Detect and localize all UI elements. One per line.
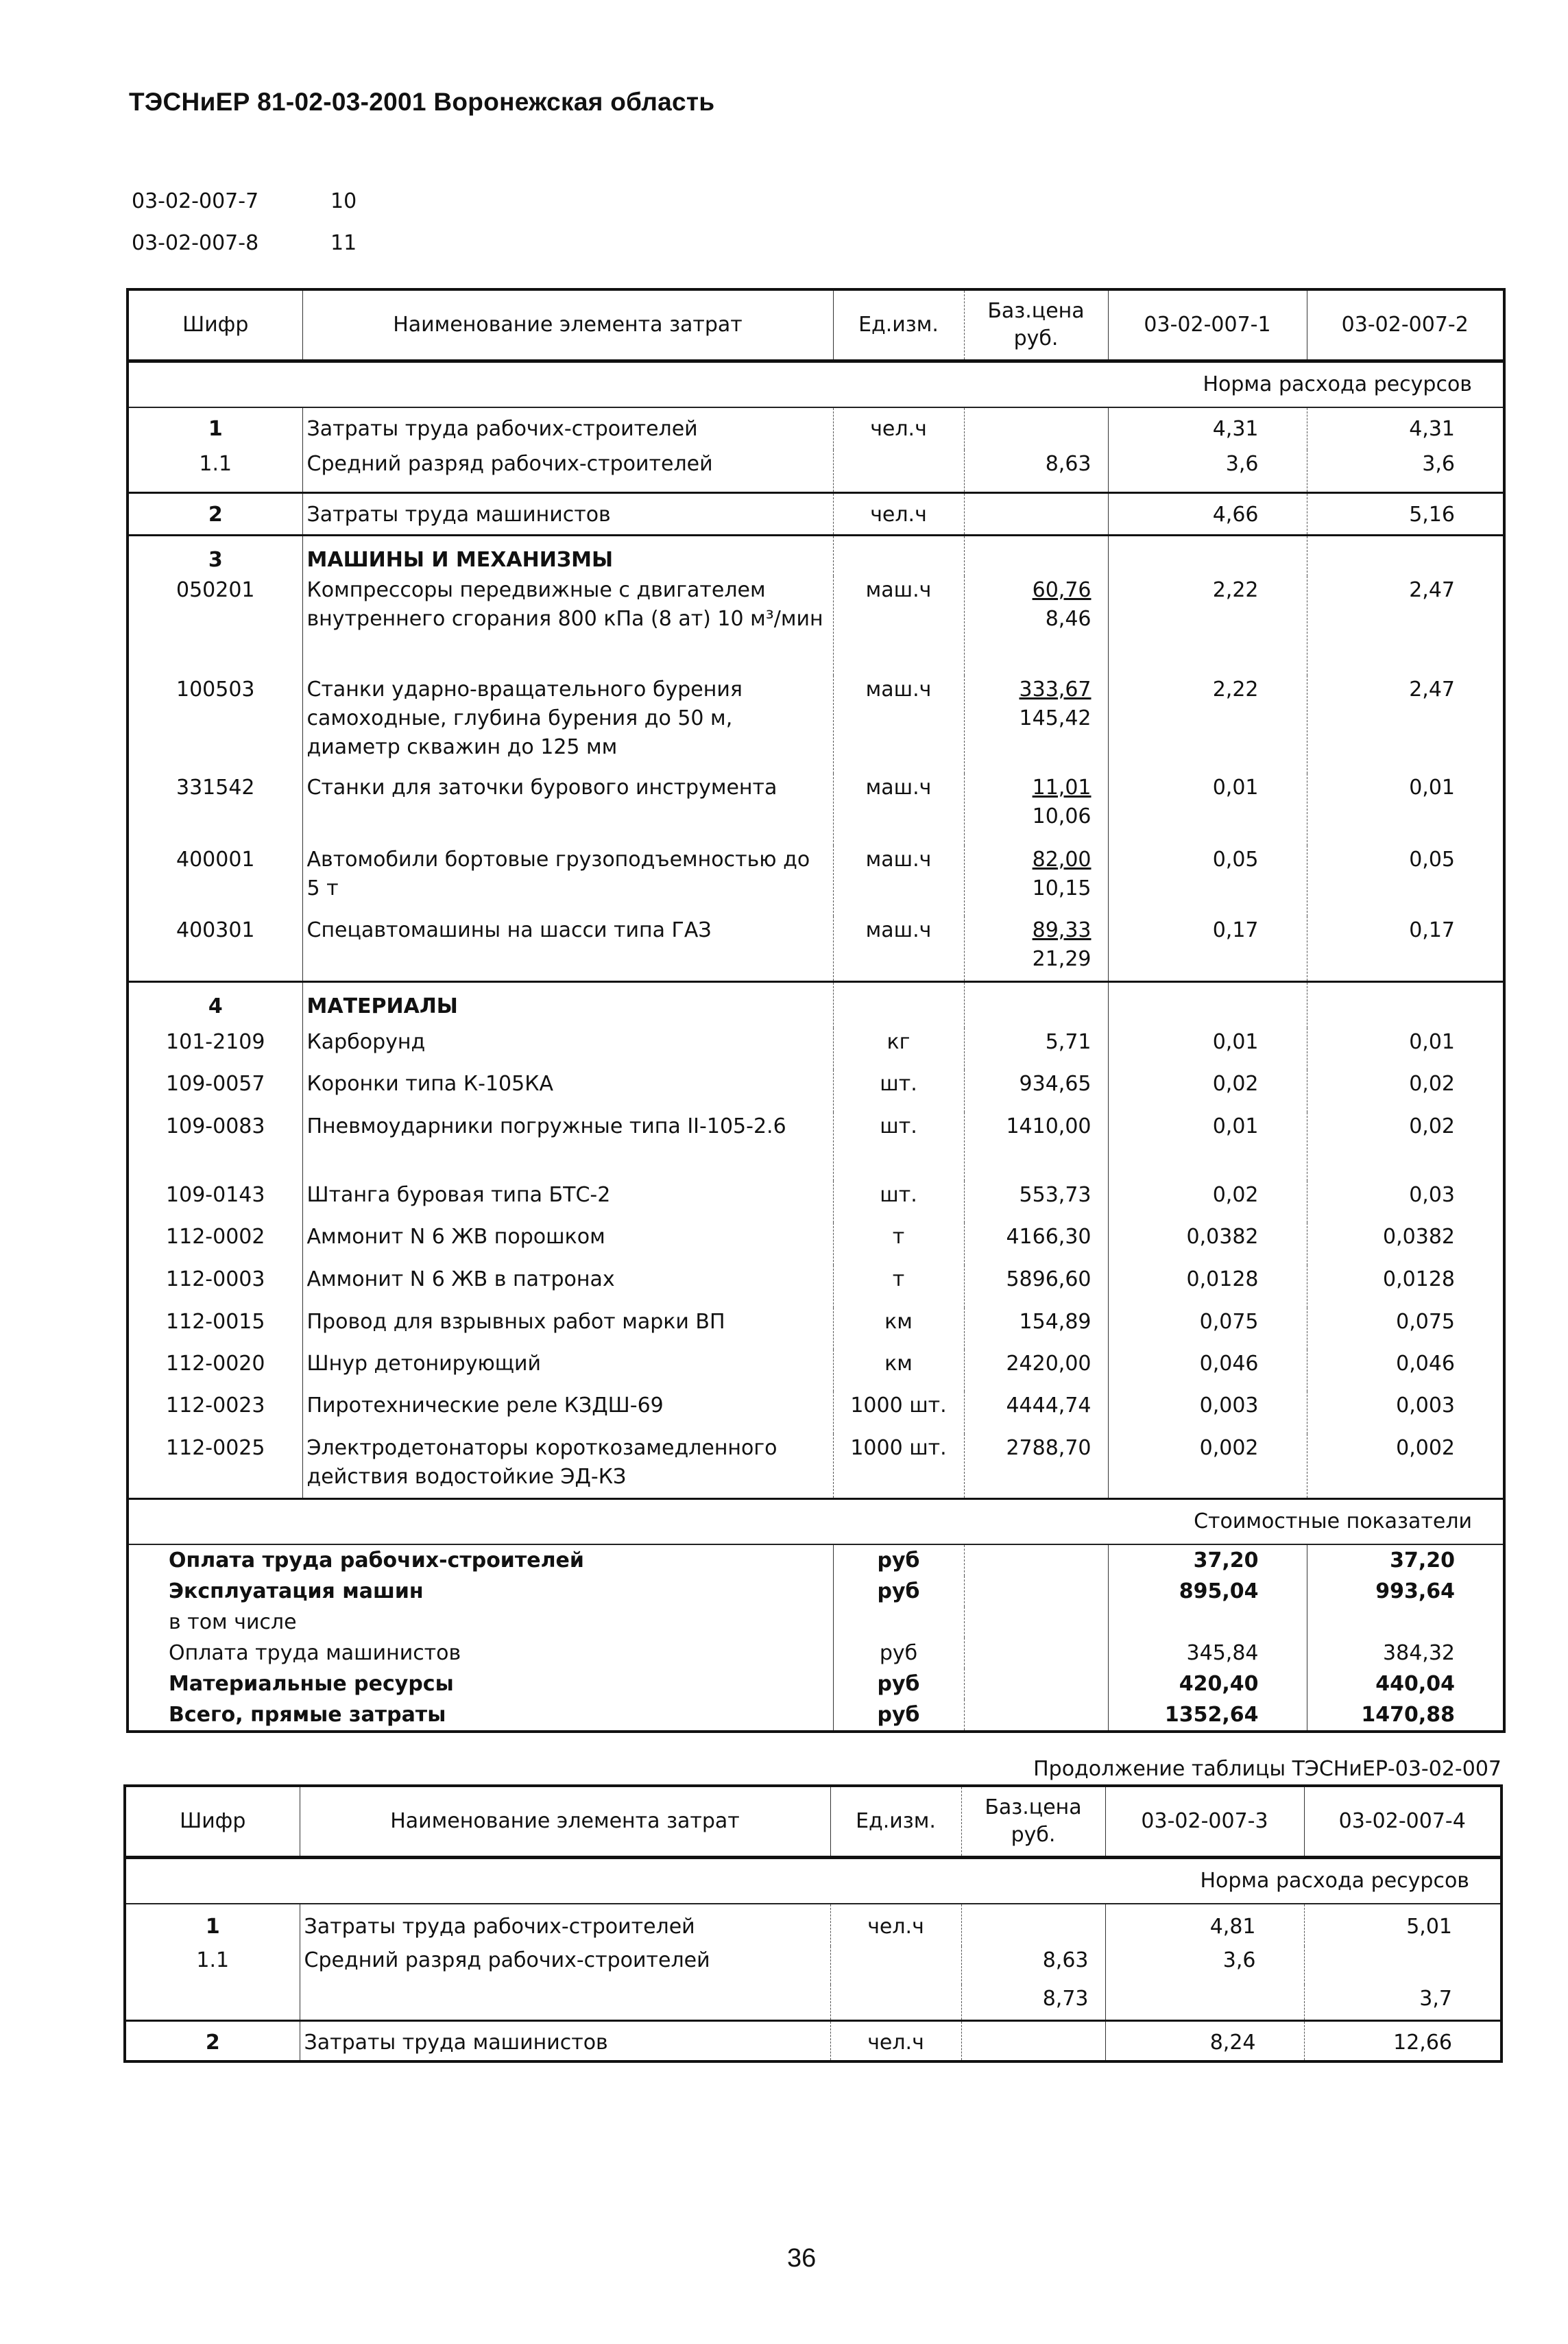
row-value-2: 0,0128	[1307, 1265, 1504, 1308]
row-unit: шт.	[833, 1070, 964, 1112]
cost-label-row	[128, 1498, 1504, 1544]
row-code: 331542	[176, 776, 255, 800]
row-value-2: 0,05	[1307, 846, 1504, 916]
index-number: 11	[330, 231, 357, 255]
table-continuation-caption: Продолжение таблицы ТЭСНиЕР-03-02-007	[1033, 1757, 1501, 1781]
row-unit: чел.ч	[833, 492, 964, 535]
row-price: 5896,60	[964, 1265, 1108, 1308]
row-value-2: 0,0382	[1307, 1223, 1504, 1265]
row-name: Компрессоры передвижные с двигателем внутреннего сгорания 800 кПа (8 ат) 10 м³/мин	[302, 576, 833, 675]
row-unit: чел.ч	[830, 2020, 961, 2061]
index-number: 10	[330, 189, 357, 213]
row-value-1: 0,02	[1108, 1181, 1307, 1223]
row-value-1: 0,002	[1108, 1434, 1307, 1498]
row-name: Затраты труда рабочих-строителей	[300, 1904, 830, 1946]
row-price: 4444,74	[964, 1391, 1108, 1434]
row-unit: маш.ч	[833, 846, 964, 916]
row-value-1: 0,01	[1108, 1112, 1307, 1181]
row-name: Электродетонаторы короткозамедленного действия водостойкие ЭД-КЗ	[302, 1434, 833, 1498]
table-row	[125, 1985, 1501, 2020]
section-number: 3	[128, 535, 302, 576]
norm-label-row	[128, 361, 1504, 408]
document-title: ТЭСНиЕР 81-02-03-2001 Воронежская область	[129, 88, 715, 116]
row-name: Пиротехнические реле КЗДШ-69	[302, 1391, 833, 1434]
row-unit: маш.ч	[833, 916, 964, 981]
row-price: 89,33	[1032, 918, 1091, 942]
row-code: 112-0002	[166, 1225, 265, 1249]
cost-value-1: 420,40	[1108, 1669, 1307, 1699]
section-row-machines	[128, 535, 1504, 576]
header-unit: Ед.изм.	[833, 289, 964, 361]
table-header-row	[128, 289, 1504, 361]
table-row	[128, 407, 1504, 450]
row-value-2: 2,47	[1307, 675, 1504, 774]
table-row	[125, 1946, 1501, 1985]
row-price: 4166,30	[964, 1223, 1108, 1265]
row-value-2: 0,02	[1307, 1112, 1504, 1181]
row-value-2: 0,01	[1307, 1028, 1504, 1070]
row-code: 101-2109	[166, 1030, 265, 1054]
cost-label-text: Оплата труда машинистов	[169, 1640, 461, 1665]
row-code: 2	[128, 492, 302, 535]
row-code: 112-0003	[166, 1267, 265, 1291]
row-price: 2788,70	[964, 1434, 1108, 1498]
cost-label-text: Оплата труда рабочих-строителей	[169, 1548, 584, 1572]
row-value-2: 0,075	[1307, 1308, 1504, 1350]
resource-table-1	[126, 288, 1506, 1733]
row-unit: 1000 шт.	[833, 1391, 964, 1434]
table-row	[128, 450, 1504, 492]
row-price-wage: 145,42	[1019, 706, 1091, 730]
row-code: 050201	[176, 578, 255, 602]
row-unit: км	[833, 1308, 964, 1350]
row-unit: чел.ч	[830, 1904, 961, 1946]
cost-value-2	[1307, 1607, 1504, 1638]
table-row	[125, 1904, 1501, 1946]
row-name: Шнур детонирующий	[302, 1350, 833, 1391]
row-price	[964, 492, 1108, 535]
cost-value-2: 384,32	[1307, 1638, 1504, 1669]
cost-row	[128, 1607, 1504, 1638]
row-price	[964, 407, 1108, 450]
row-value-1: 0,075	[1108, 1308, 1307, 1350]
cost-unit: руб	[833, 1576, 964, 1607]
row-name: Провод для взрывных работ марки ВП	[302, 1308, 833, 1350]
cost-row	[128, 1669, 1504, 1699]
row-unit: 1000 шт.	[833, 1434, 964, 1498]
cost-value-2: 1470,88	[1307, 1699, 1504, 1732]
row-unit: шт.	[833, 1181, 964, 1223]
row-code: 112-0025	[166, 1436, 265, 1460]
row-value-1: 4,81	[1105, 1904, 1304, 1946]
row-price: 154,89	[964, 1308, 1108, 1350]
row-name: Станки для заточки бурового инструмента	[302, 774, 833, 846]
row-value-1	[1105, 1985, 1304, 2020]
row-price: 553,73	[964, 1181, 1108, 1223]
row-unit	[830, 1985, 961, 2020]
row-value-2: 0,03	[1307, 1181, 1504, 1223]
row-name: Карборунд	[302, 1028, 833, 1070]
row-price: 82,00	[1032, 848, 1091, 872]
resource-table-2	[123, 1784, 1503, 2063]
cost-unit: руб	[833, 1544, 964, 1576]
cost-label-text: Материальные ресурсы	[169, 1671, 454, 1696]
row-name: Пневмоударники погружные типа II-105-2.6	[302, 1112, 833, 1181]
cost-label: Стоимостные показатели	[128, 1498, 1504, 1544]
row-code: 400001	[176, 848, 255, 872]
header-col1: 03-02-007-1	[1108, 289, 1307, 361]
header-col4: 03-02-007-4	[1304, 1786, 1501, 1858]
row-unit: т	[833, 1265, 964, 1308]
row-price: 8,63	[964, 450, 1108, 492]
table-row	[128, 492, 1504, 535]
row-value-1: 0,0128	[1108, 1265, 1307, 1308]
row-price: 8,63	[961, 1946, 1105, 1985]
header-col3: 03-02-007-3	[1105, 1786, 1304, 1858]
cost-unit: руб	[833, 1699, 964, 1732]
row-price: 2420,00	[964, 1350, 1108, 1391]
row-code: 400301	[176, 918, 255, 942]
header-unit: Ед.изм.	[830, 1786, 961, 1858]
row-unit: чел.ч	[833, 407, 964, 450]
table-row	[128, 1350, 1504, 1391]
table-row	[128, 1391, 1504, 1434]
norm-label: Норма расхода ресурсов	[128, 361, 1504, 408]
index-code: 03-02-007-8	[132, 231, 259, 255]
row-unit: маш.ч	[833, 774, 964, 846]
cost-row	[128, 1544, 1504, 1576]
row-price	[961, 1904, 1105, 1946]
row-unit: шт.	[833, 1112, 964, 1181]
row-code: 1	[208, 417, 223, 441]
row-unit: маш.ч	[833, 576, 964, 675]
row-unit: т	[833, 1223, 964, 1265]
row-code: 2	[125, 2020, 300, 2061]
table-row	[125, 2020, 1501, 2061]
row-value-1: 0,17	[1108, 916, 1307, 981]
row-code: 109-0057	[166, 1072, 265, 1096]
norm-label: Норма расхода ресурсов	[125, 1858, 1501, 1904]
row-name: Аммонит N 6 ЖВ порошком	[302, 1223, 833, 1265]
row-name: Затраты труда машинистов	[300, 2020, 830, 2061]
row-name: Средний разряд рабочих-строителей	[300, 1946, 830, 1985]
row-value-1: 0,02	[1108, 1070, 1307, 1112]
cost-row	[128, 1638, 1504, 1669]
cost-unit: руб	[833, 1638, 964, 1669]
row-value-1: 2,22	[1108, 576, 1307, 675]
table-row	[128, 576, 1504, 675]
cost-row-total	[128, 1699, 1504, 1732]
row-value-1: 0,0382	[1108, 1223, 1307, 1265]
table-row	[128, 774, 1504, 846]
row-code: 109-0083	[166, 1114, 265, 1138]
table-row	[128, 675, 1504, 774]
cost-value-1	[1108, 1607, 1307, 1638]
header-price: Баз.цена руб.	[961, 1786, 1105, 1858]
row-name: Средний разряд рабочих-строителей	[302, 450, 833, 492]
row-value-1: 0,046	[1108, 1350, 1307, 1391]
table-row	[128, 1434, 1504, 1498]
table-row	[128, 1181, 1504, 1223]
cost-unit	[833, 1607, 964, 1638]
table-row	[128, 916, 1504, 981]
row-unit	[833, 450, 964, 492]
row-name: Спецавтомашины на шасси типа ГАЗ	[302, 916, 833, 981]
row-value-2: 2,47	[1307, 576, 1504, 675]
index-row	[132, 231, 357, 255]
cost-value-1: 1352,64	[1108, 1699, 1307, 1732]
row-value-1: 3,6	[1105, 1946, 1304, 1985]
row-value-2: 0,002	[1307, 1434, 1504, 1498]
row-name: Затраты труда машинистов	[302, 492, 833, 535]
cost-label-text: Всего, прямые затраты	[169, 1702, 446, 1727]
header-name: Наименование элемента затрат	[302, 289, 833, 361]
row-value-2: 4,31	[1307, 407, 1504, 450]
row-code: 109-0143	[166, 1183, 265, 1207]
cost-unit: руб	[833, 1669, 964, 1699]
row-price: 934,65	[964, 1070, 1108, 1112]
row-code: 112-0015	[166, 1310, 265, 1334]
row-price: 5,71	[964, 1028, 1108, 1070]
row-price	[961, 2020, 1105, 2061]
table-row	[128, 1112, 1504, 1181]
row-value-2: 5,01	[1304, 1904, 1501, 1946]
header-price: Баз.цена руб.	[964, 289, 1108, 361]
section-number: 4	[128, 981, 302, 1028]
row-code: 1.1	[196, 1948, 230, 1972]
row-value-1: 0,01	[1108, 774, 1307, 846]
row-price-wage: 10,06	[1032, 804, 1091, 828]
table-row	[128, 1223, 1504, 1265]
row-value-2: 3,7	[1304, 1985, 1501, 2020]
cost-value-2: 993,64	[1307, 1576, 1504, 1607]
row-unit: кг	[833, 1028, 964, 1070]
table-row	[128, 1308, 1504, 1350]
row-value-2: 3,6	[1307, 450, 1504, 492]
cost-value-2: 440,04	[1307, 1669, 1504, 1699]
row-price-wage: 10,15	[1032, 876, 1091, 900]
row-code: 1	[205, 1915, 220, 1939]
index-code: 03-02-007-7	[132, 189, 259, 213]
row-code: 1.1	[199, 452, 232, 476]
cost-label-text: Эксплуатация машин	[169, 1579, 424, 1603]
row-unit	[830, 1946, 961, 1985]
table-row	[128, 846, 1504, 916]
table-header-row	[125, 1786, 1501, 1858]
row-price: 1410,00	[964, 1112, 1108, 1181]
section-row-materials	[128, 981, 1504, 1028]
cost-value-1: 895,04	[1108, 1576, 1307, 1607]
table-row	[128, 1028, 1504, 1070]
row-unit: км	[833, 1350, 964, 1391]
cost-value-2: 37,20	[1307, 1544, 1504, 1576]
row-code: 100503	[176, 678, 255, 702]
row-value-1: 8,24	[1105, 2020, 1304, 2061]
row-name: Штанга буровая типа БТС-2	[302, 1181, 833, 1223]
page-number: 36	[787, 2244, 817, 2273]
section-title: МАТЕРИАЛЫ	[302, 981, 833, 1028]
row-price-wage: 8,46	[1045, 607, 1091, 631]
row-value-2	[1304, 1946, 1501, 1985]
row-name: Аммонит N 6 ЖВ в патронах	[302, 1265, 833, 1308]
row-value-2: 0,01	[1307, 774, 1504, 846]
section-title: МАШИНЫ И МЕХАНИЗМЫ	[302, 535, 833, 576]
row-value-1: 3,6	[1108, 450, 1307, 492]
table-row	[128, 1070, 1504, 1112]
row-name: Станки ударно-вращательного бурения самоходные, глубина бурения до 50 м, диаметр скважин до 125 мм	[302, 675, 833, 774]
index-row	[132, 189, 357, 213]
row-value-1: 2,22	[1108, 675, 1307, 774]
row-value-2: 0,046	[1307, 1350, 1504, 1391]
header-col2: 03-02-007-2	[1307, 289, 1504, 361]
row-value-1: 0,05	[1108, 846, 1307, 916]
row-code	[125, 1985, 300, 2020]
row-name	[300, 1985, 830, 2020]
row-value-2: 0,17	[1307, 916, 1504, 981]
header-name: Наименование элемента затрат	[300, 1786, 830, 1858]
cost-label-text: в том числе	[169, 1610, 297, 1634]
norm-label-row	[125, 1858, 1501, 1904]
row-value-1: 0,01	[1108, 1028, 1307, 1070]
cost-value-1: 37,20	[1108, 1544, 1307, 1576]
row-value-1: 4,31	[1108, 407, 1307, 450]
header-code: Шифр	[128, 289, 302, 361]
row-value-2: 5,16	[1307, 492, 1504, 535]
header-code: Шифр	[125, 1786, 300, 1858]
row-price: 60,76	[1032, 578, 1091, 602]
row-value-1: 4,66	[1108, 492, 1307, 535]
row-price: 11,01	[1032, 776, 1091, 800]
row-price: 8,73	[961, 1985, 1105, 2020]
row-unit: маш.ч	[833, 675, 964, 774]
row-value-1: 0,003	[1108, 1391, 1307, 1434]
cost-value-1: 345,84	[1108, 1638, 1307, 1669]
cost-row	[128, 1576, 1504, 1607]
row-value-2: 0,003	[1307, 1391, 1504, 1434]
row-code: 112-0023	[166, 1394, 265, 1418]
row-value-2: 0,02	[1307, 1070, 1504, 1112]
row-price: 333,67	[1019, 678, 1091, 702]
row-name: Затраты труда рабочих-строителей	[302, 407, 833, 450]
row-code: 112-0020	[166, 1352, 265, 1376]
row-name: Автомобили бортовые грузоподъемностью до 5 т	[302, 846, 833, 916]
table-row	[128, 1265, 1504, 1308]
row-value-2: 12,66	[1304, 2020, 1501, 2061]
row-price-wage: 21,29	[1032, 947, 1091, 971]
row-name: Коронки типа К-105КА	[302, 1070, 833, 1112]
